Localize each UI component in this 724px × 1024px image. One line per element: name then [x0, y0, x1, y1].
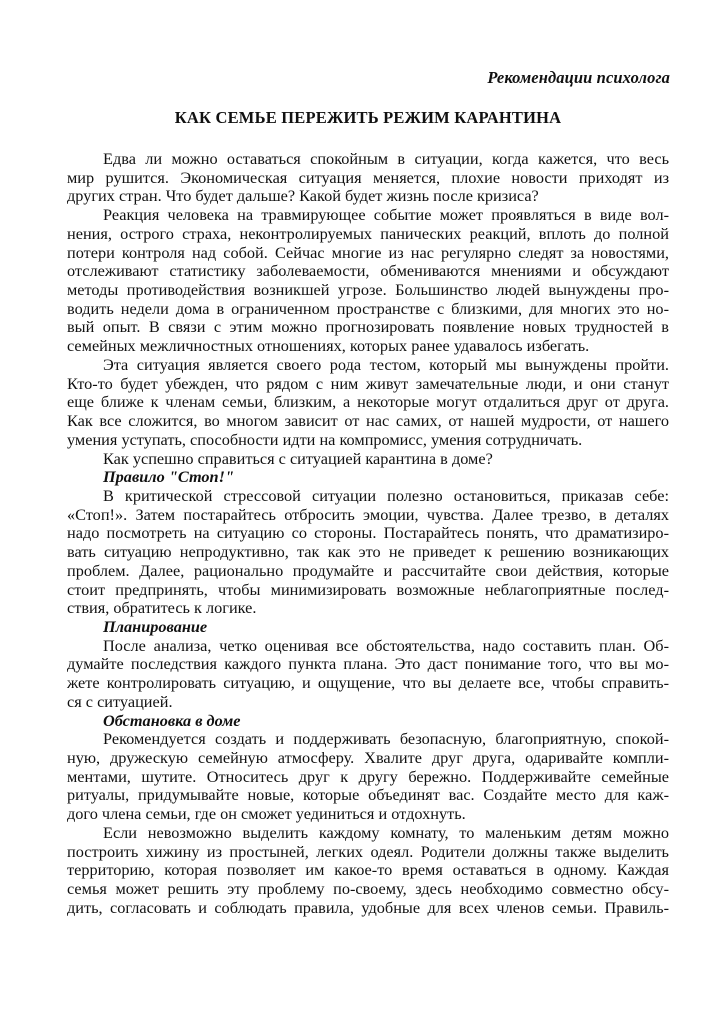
paragraph-first-line: Рекомендуется создать и поддерживать безопасную, благоприятную, спокой- [103, 729, 669, 749]
text-line: ментами, шутите. Относитесь друг к другу бережно. Поддерживайте семейные [67, 766, 669, 786]
text-line: мир рушится. Экономическая ситуация меняется, плохие новости приходят из [67, 167, 669, 187]
section-label: Рекомендации психолога [487, 68, 670, 87]
text-line: ную, дружескую семейную атмосферу. Хвалите друг друга, одаривайте компли- [67, 748, 669, 767]
article-body [67, 150, 669, 917]
article-title: КАК СЕМЬЕ ПЕРЕЖИТЬ РЕЖИМ КАРАНТИНА [174, 108, 562, 127]
paragraph-first-line: После анализа, четко оценивая все обстоятельства, надо составить план. Об- [103, 635, 669, 655]
paragraph-first-line: Если невозможно выделить каждому комнату, то маленьким детям можно [103, 822, 669, 842]
paragraph-first-line: Реакция человека на травмирующее событие может проявляться в виде вол- [103, 205, 669, 225]
text-line: водить недели дома в ограниченном пространстве с близкими, для многих это но- [67, 298, 669, 318]
text-line: стоит предпринять, чтобы минимизировать возможные неблагоприятные послед- [67, 579, 669, 599]
text-line: Как все сложится, во многом зависит от нас самих, от нашей мудрости, от нашего [67, 411, 669, 431]
text-line: думайте последствия каждого пункта плана. Это даст понимание того, что вы мо- [67, 654, 669, 674]
text-line: построить хижину из простыней, легких одеял. Родители должны также выделить [67, 841, 669, 861]
subheading: Обстановка в доме [103, 710, 241, 730]
text-line: ся с ситуацией. [67, 691, 173, 711]
text-line: вый опыт. В связи с этим можно прогнозировать появление новых трудностей в [67, 317, 669, 337]
text-line: других стран. Что будет дальше? Какой будет жизнь после кризиса? [67, 186, 539, 206]
text-line: потери контроля над собой. Сейчас многие из нас регулярно следят за новостями, [67, 242, 669, 262]
paragraph-first-line: Эта ситуация является своего рода тестом, который мы вынуждены пройти. [103, 354, 669, 374]
text-line: умения уступать, способности идти на компромисс, умения сотрудничать. [67, 429, 583, 449]
text-line: семья может решить эту проблему по-своему, здесь необходимо совместно обсу- [67, 879, 669, 899]
text-line: проблем. Далее, рационально продумайте и рассчитайте свои действия, которые [67, 560, 669, 580]
text-line: семейных межличностных отношениях, которых ранее удавалось избегать. [67, 336, 590, 356]
subheading: Правило "Стоп!" [103, 467, 234, 487]
text-line: нения, острого страха, неконтролируемых панических реакций, вплоть до полной [67, 223, 669, 243]
text-line: Кто-то будет убежден, что рядом с ним живут замечательные люди, и они станут [67, 373, 669, 393]
text-line: ритуалы, придумывайте новые, которые объединят вас. Создайте место для каж- [67, 785, 669, 805]
text-line: методы противодействия возникшей угрозе. Большинство людей вынуждены про- [67, 280, 669, 300]
paragraph-first-line: Как успешно справиться с ситуацией карантина в доме? [103, 448, 493, 468]
text-line: вать ситуацию непродуктивно, так как это не приведет к решению возникающих [67, 542, 669, 562]
text-line: еще ближе к членам семьи, близким, а некоторые могут отдалиться друг от друга. [67, 392, 669, 412]
text-line: жете контролировать ситуацию, и ощущение, что вы делаете все, чтобы справить- [67, 673, 669, 693]
text-line: дого члена семьи, где он сможет уединиться и отдохнуть. [67, 804, 466, 824]
subheading: Планирование [103, 616, 208, 636]
text-line: ствия, обратитесь к логике. [67, 598, 257, 618]
text-line: территорию, которая позволяет им какое-то время оставаться в одному. Каждая [67, 860, 669, 880]
paragraph-first-line: Едва ли можно оставаться спокойным в ситуации, когда кажется, что весь [103, 149, 669, 168]
text-line: надо посмотреть на ситуацию со стороны. Постарайтесь понять, что драматизиро- [67, 523, 669, 543]
text-line: дить, согласовать и соблюдать правила, удобные для всех членов семьи. Правиль- [67, 897, 669, 917]
text-line: отслеживают статистику заболеваемости, обмениваются мнениями и обсуждают [67, 261, 669, 281]
paragraph-first-line: В критической стрессовой ситуации полезно остановиться, приказав себе: [103, 485, 669, 505]
text-line: «Стоп!». Затем постарайтесь отбросить эмоции, чувства. Далее трезво, в деталях [67, 504, 669, 524]
